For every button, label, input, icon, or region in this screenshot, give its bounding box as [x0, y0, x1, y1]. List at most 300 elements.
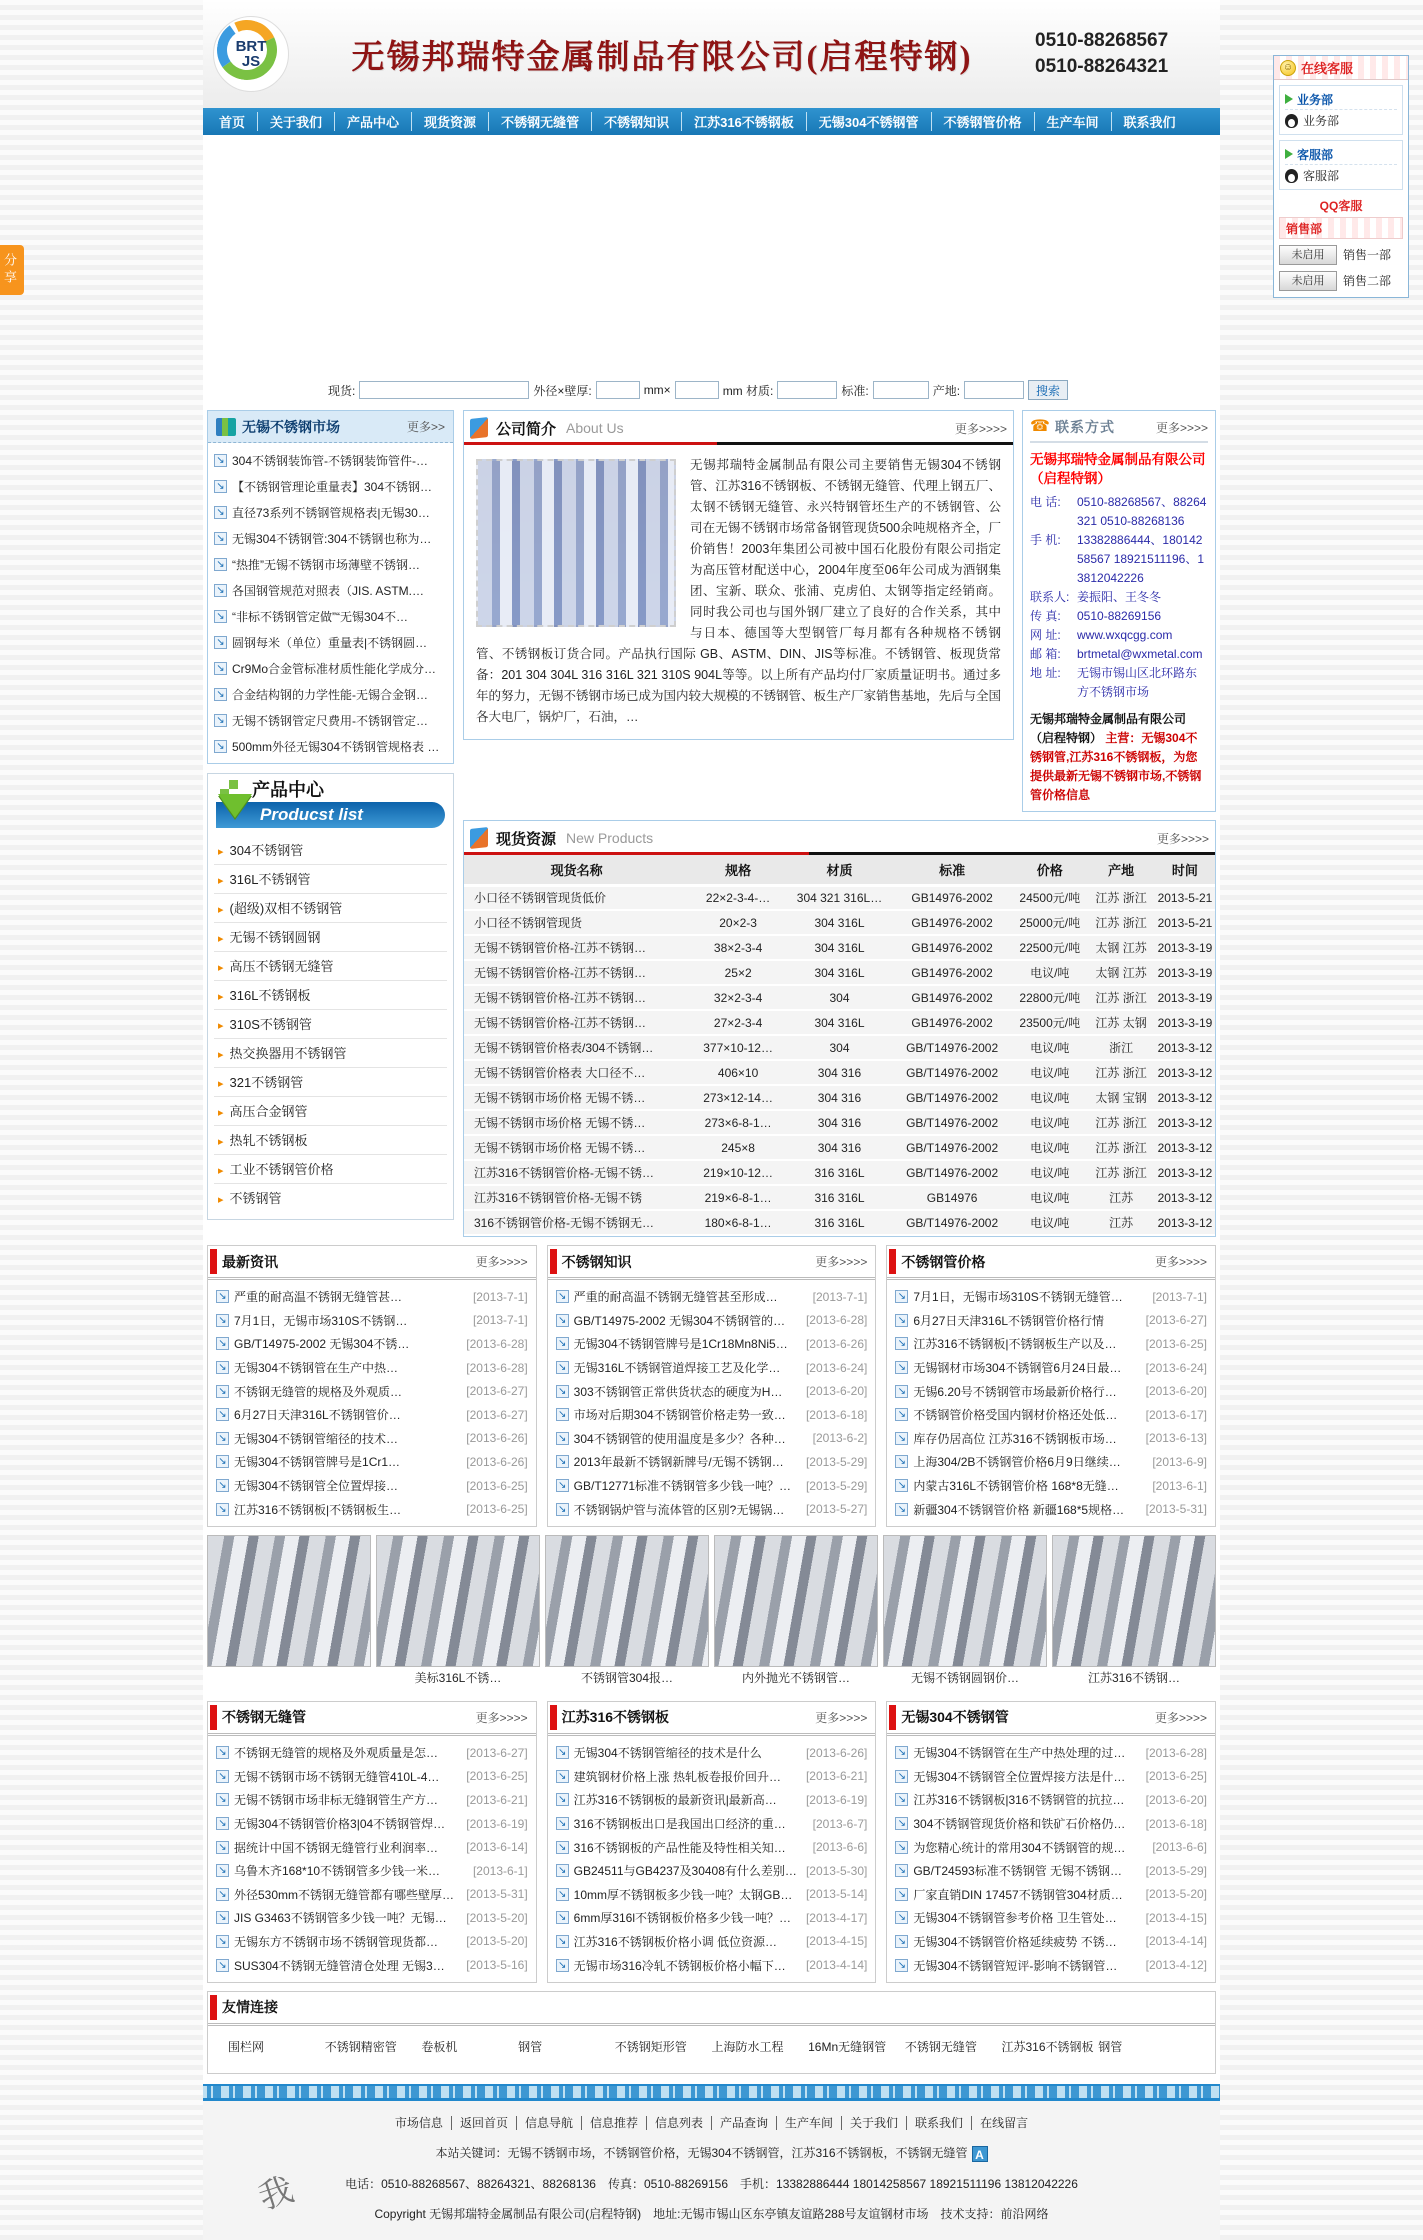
cell-standard: GB14976-2002 — [892, 960, 1012, 985]
cell-price: 22500元/吨 — [1012, 935, 1087, 960]
search-label-spot: 现货: — [328, 383, 356, 398]
orange-arrow-icon: ▸ — [218, 933, 224, 945]
friend-link[interactable]: 围栏网 — [228, 2039, 265, 2054]
contact-summary: 无锡邦瑞特金属制品有限公司（启程特钢） 主营：无锡304不锈钢管,江苏316不锈钢板，为您提供最新无锡不锈钢市场,不锈钢管价格信息 — [1030, 712, 1202, 802]
cell-standard: GB14976-2002 — [892, 1010, 1012, 1035]
arrow-box-icon: ↘ — [216, 1841, 229, 1854]
news-item[interactable]: ↘ 无锡304不锈钢管在生产中热处理的过… [2013-6-28] — [895, 1741, 1207, 1765]
arrow-box-icon: ↘ — [895, 1455, 908, 1468]
news-item[interactable]: ↘ 无锡304不锈钢管牌号是1Cr18Mn8Ni5… [2013-6-26] — [556, 1332, 868, 1356]
market-list-item[interactable]: ↘ Cr9Mo合金管标准材质性能化学成分… — [214, 655, 447, 681]
market-list-item[interactable]: ↘ 各国钢管规范对照表（JIS. ASTM.… — [214, 577, 447, 603]
gallery-item[interactable] — [545, 1535, 709, 1689]
arrow-box-icon: ↘ — [556, 1770, 569, 1783]
origin-input[interactable] — [964, 381, 1024, 399]
cell-material: 304 316L — [787, 935, 892, 960]
gallery-item[interactable] — [376, 1535, 540, 1689]
news-item[interactable]: ↘ GB/T12771标准不锈钢管多少钱一吨？… [2013-5-29] — [556, 1474, 868, 1498]
cell-origin: 江苏 太钢 — [1087, 1010, 1155, 1035]
cell-name: 无锡不锈钢管价格-江苏不锈钢… — [464, 1010, 689, 1035]
cell-standard: GB/T14976-2002 — [892, 1110, 1012, 1135]
footer-nav-link[interactable]: 联系我们 — [906, 2116, 971, 2130]
product-category-item[interactable]: ▸ 高压合金钢管 — [214, 1097, 447, 1126]
stock-table-row[interactable] — [464, 1010, 1215, 1035]
friend-link[interactable]: 钢管 — [518, 2039, 543, 2054]
stock-table-row[interactable] — [464, 960, 1215, 985]
news-box-header — [548, 1246, 876, 1280]
arrow-box-icon: ↘ — [216, 1793, 229, 1806]
stock-table-row[interactable] — [464, 935, 1215, 960]
news-box-latest — [207, 1245, 537, 1527]
news-item[interactable]: ↘ 新疆304不锈钢管价格 新疆168*5规格… [2013-5-31] — [895, 1497, 1207, 1521]
cell-origin: 江苏 浙江 — [1087, 1110, 1155, 1135]
news-item[interactable]: ↘ 无锡304不锈钢管价格延续疲势 不锈… [2013-4-14] — [895, 1930, 1207, 1954]
product-category-item[interactable]: ▸ 热交换器用不锈钢管 — [214, 1039, 447, 1068]
news-item[interactable]: ↘ 无锡304不锈钢管短评-影响不锈钢管… [2013-4-12] — [895, 1953, 1207, 1977]
market-list-item[interactable]: ↘ 直径73系列不锈钢管规格表|无锡30… — [214, 499, 447, 525]
share-tab[interactable]: 分享 — [0, 245, 24, 295]
news-item[interactable]: ↘ 无锡东方不锈钢市场不锈钢管现货都… [2013-5-20] — [216, 1930, 528, 1954]
arrow-box-icon: ↘ — [556, 1864, 569, 1877]
news-box-316-plate — [547, 1701, 877, 1983]
news-more-link[interactable]: 更多>>>> — [815, 1255, 868, 1269]
news-item[interactable]: ↘ 乌鲁木齐168*10不锈钢管多少钱一米… [2013-6-1] — [216, 1859, 528, 1883]
gallery-item[interactable] — [1052, 1535, 1216, 1689]
news-item[interactable]: ↘ 7月1日，无锡市场310S不锈钢… [2013-7-1] — [216, 1309, 528, 1333]
cell-time: 2013-3-12 — [1155, 1185, 1215, 1210]
orange-arrow-icon: ▸ — [218, 1020, 224, 1032]
news-item[interactable]: ↘ 无锡304不锈钢管价格3|04不锈钢管焊… [2013-6-19] — [216, 1812, 528, 1836]
arrow-box-icon: ↘ — [895, 1864, 908, 1877]
cell-spec: 22×2-3-4-… — [689, 885, 787, 910]
cell-spec: 273×12-14… — [689, 1085, 787, 1110]
company-photo — [476, 459, 676, 627]
news-item[interactable]: ↘ 外径530mm不锈钢无缝管都有哪些壁厚… [2013-5-31] — [216, 1883, 528, 1907]
cell-origin: 江苏 浙江 — [1087, 985, 1155, 1010]
arrow-box-icon: ↘ — [556, 1455, 569, 1468]
cell-name: 无锡不锈钢管价格表 大口径不… — [464, 1060, 689, 1085]
stock-title: 现货资源 — [496, 830, 557, 848]
product-category-item[interactable]: ▸ 工业不锈钢管价格 — [214, 1155, 447, 1184]
standard-input[interactable] — [873, 381, 929, 399]
online-service-title: 在线客服 — [1301, 61, 1354, 76]
company-intro-subtitle: About Us — [566, 420, 624, 436]
contact-row-label: 地 址: — [1030, 666, 1061, 680]
contact-title: 联系方式 — [1055, 419, 1115, 435]
nav-item[interactable]: 不锈钢知识 — [591, 112, 681, 131]
cell-standard: GB/T14976-2002 — [892, 1160, 1012, 1185]
arrow-box-icon: ↘ — [216, 1888, 229, 1901]
nav-item[interactable]: 生产车间 — [1034, 112, 1111, 131]
news-item[interactable]: ↘ 无锡304不锈钢管牌号是1Cr1… [2013-6-26] — [216, 1450, 528, 1474]
arrow-box-icon: ↘ — [556, 1959, 569, 1972]
product-category-item[interactable]: ▸ 316L不锈钢板 — [214, 981, 447, 1010]
news-item[interactable]: ↘ 6月27日天津316L不锈钢管价格行情 [2013-6-27] — [895, 1309, 1207, 1333]
arrow-box-icon: ↘ — [556, 1361, 569, 1374]
header-phone-2: 0510-88264321 — [1035, 56, 1169, 77]
contact-more-link[interactable]: 更多>>>> — [1155, 420, 1208, 435]
qq-disabled-button[interactable]: 未启用 — [1279, 245, 1337, 265]
market-box-title: 无锡不锈钢市场 — [242, 418, 340, 435]
friend-links-box — [207, 1991, 1216, 2074]
news-item[interactable]: ↘ GB/T24593标准不锈钢管 无锡不锈钢… [2013-5-29] — [895, 1859, 1207, 1883]
news-more-link[interactable]: 更多>>>> — [1154, 1710, 1208, 1725]
stock-table-row[interactable] — [464, 1210, 1215, 1235]
sales-contact-row — [1279, 271, 1403, 291]
contact-row-label: 电 话: — [1030, 495, 1061, 509]
cube-icon — [470, 417, 488, 439]
cell-origin: 江苏 浙江 — [1087, 1060, 1155, 1085]
cell-standard: GB/T14976-2002 — [892, 1210, 1012, 1235]
nav-item[interactable]: 现货资源 — [411, 112, 488, 131]
stock-table-row[interactable] — [464, 1135, 1215, 1160]
arrow-box-icon: ↘ — [216, 1385, 229, 1398]
stock-more-link[interactable]: 更多>>>> — [1156, 831, 1209, 846]
news-item[interactable]: ↘ GB/T14975-2002 无锡304不锈… [2013-6-28] — [216, 1332, 528, 1356]
cell-price: 22800元/吨 — [1012, 985, 1087, 1010]
contact-row-value: www.wxqcgg.com — [1077, 628, 1173, 642]
arrow-box-icon: ↘ — [216, 1864, 229, 1877]
col-header-spec: 规格 — [689, 855, 787, 885]
phone-icon: ☎ — [1030, 418, 1050, 435]
footer-nav-link[interactable]: 信息列表 — [646, 2116, 711, 2130]
market-list-item[interactable]: ↘ 304不锈钢装饰管-不锈钢装饰管件-… — [214, 447, 447, 473]
contact-row — [1030, 645, 1208, 664]
friend-link[interactable]: 上海防水工程 — [711, 2039, 784, 2054]
footer-nav-link[interactable]: 市场信息 — [394, 2115, 443, 2130]
qq-penguin-icon — [1285, 114, 1298, 128]
news-item[interactable]: ↘ 据统计中国不锈钢无缝管行业利润率… [2013-6-14] — [216, 1835, 528, 1859]
stock-table-row[interactable] — [464, 985, 1215, 1010]
online-service-panel — [1273, 55, 1409, 298]
product-category-item[interactable]: ▸ 热轧不锈钢板 — [214, 1126, 447, 1155]
footer-nav-link[interactable]: 信息推荐 — [581, 2116, 646, 2130]
qq-contact-item[interactable]: 客服部 — [1285, 164, 1397, 186]
qq-disabled-button[interactable]: 未启用 — [1279, 271, 1337, 291]
product-center-header — [208, 774, 453, 836]
cell-spec: 273×6-8-1… — [689, 1110, 787, 1135]
gallery-item[interactable] — [207, 1535, 371, 1689]
cell-standard: GB/T14976-2002 — [892, 1035, 1012, 1060]
news-item[interactable]: ↘ 6mm厚316l不锈钢板价格多少钱一吨？… [2013-4-17] — [556, 1906, 868, 1930]
market-list-item[interactable]: ↘ 圆钢每米（单位）重量表|不锈钢圆… — [214, 629, 447, 655]
news-more-link[interactable]: 更多>>>> — [475, 1710, 528, 1725]
search-button[interactable]: 搜索 — [1028, 380, 1068, 400]
gallery-item[interactable] — [883, 1535, 1047, 1689]
arrow-box-icon: ↘ — [214, 480, 227, 493]
cell-standard: GB14976-2002 — [892, 910, 1012, 935]
nav-item[interactable]: 关于我们 — [257, 112, 334, 131]
cell-origin: 江苏 — [1087, 1210, 1155, 1235]
news-item[interactable]: ↘ 2013年最新不锈钢新牌号/无锡不锈钢… [2013-5-29] — [556, 1450, 868, 1474]
stock-table-header-row — [464, 855, 1215, 885]
stock-table — [464, 855, 1215, 1236]
news-item[interactable]: ↘ 为您精心统计的常用304不锈钢管的规… [2013-6-6] — [895, 1835, 1207, 1859]
arrow-box-icon: ↘ — [556, 1385, 569, 1398]
arrow-box-icon: ↘ — [895, 1888, 908, 1901]
cube-icon — [470, 827, 488, 849]
cell-spec: 25×2 — [689, 960, 787, 985]
sales-dept-title: 销售部 — [1279, 217, 1403, 239]
contact-row-label: 网 址: — [1030, 628, 1061, 642]
cell-price: 电议/吨 — [1012, 1185, 1087, 1210]
product-category-item[interactable]: ▸ 310S不锈钢管 — [214, 1010, 447, 1039]
market-list-item[interactable]: ↘ “非标不锈钢管定做”“无锡304不… — [214, 603, 447, 629]
gallery-caption: 不锈钢管304报… — [580, 1670, 674, 1685]
cell-material: 304 316L — [787, 1010, 892, 1035]
site-header — [203, 0, 1220, 108]
cell-time: 2013-3-12 — [1155, 1135, 1215, 1160]
orange-arrow-icon: ▸ — [218, 904, 224, 916]
outer-diameter-input[interactable] — [596, 381, 640, 399]
company-intro-title: 公司简介 — [496, 420, 557, 438]
news-item[interactable]: ↘ 316不锈钢板的产品性能及特性相关知… [2013-6-6] — [556, 1835, 868, 1859]
product-category-item[interactable]: ▸ 高压不锈钢无缝管 — [214, 952, 447, 981]
cell-price: 电议/吨 — [1012, 1060, 1087, 1085]
cell-material: 304 — [787, 985, 892, 1010]
news-box-title: 不锈钢无缝管 — [222, 1709, 306, 1726]
news-item[interactable]: ↘ 无锡304不锈钢管全位置焊接方法是什… [2013-6-25] — [895, 1765, 1207, 1789]
arrow-box-icon: ↘ — [895, 1290, 908, 1303]
news-item[interactable]: ↘ 无锡304不锈钢管缩径的技术是什么 [2013-6-26] — [556, 1741, 868, 1765]
arrow-box-icon: ↘ — [556, 1408, 569, 1421]
news-more-link[interactable]: 更多>>>> — [1154, 1255, 1208, 1269]
nav-item[interactable]: 江苏316不锈钢板 — [681, 112, 806, 131]
product-category-item[interactable]: ▸ 321不锈钢管 — [214, 1068, 447, 1097]
stock-table-row[interactable] — [464, 1035, 1215, 1060]
nav-item[interactable]: 不锈钢无缝管 — [488, 112, 591, 131]
cell-material: 304 316 — [787, 1085, 892, 1110]
contact-row — [1030, 626, 1208, 645]
cell-price: 25000元/吨 — [1012, 910, 1087, 935]
product-category-item[interactable]: ▸ 无锡不锈钢圆钢 — [214, 923, 447, 952]
market-list-item[interactable]: ↘ 【不锈钢管理论重量表】304不锈钢… — [214, 473, 447, 499]
cell-name: 316不锈钢管价格-无锡不锈钢无… — [464, 1210, 689, 1235]
cell-time: 2013-3-19 — [1155, 960, 1215, 985]
market-news-box — [207, 410, 454, 764]
news-item[interactable]: ↘ 江苏316不锈钢板|不锈钢板生产以及… [2013-6-25] — [895, 1332, 1207, 1356]
stock-table-row[interactable] — [464, 1160, 1215, 1185]
cell-time: 2013-3-19 — [1155, 1010, 1215, 1035]
news-item[interactable]: ↘ 内蒙古316L不锈钢管价格 168*8无缝… [2013-6-1] — [895, 1474, 1207, 1498]
market-list-item[interactable]: ↘ 无锡不锈钢管定尺费用-不锈钢管定… — [214, 707, 447, 733]
contact-row-label: 传 真: — [1030, 609, 1061, 623]
company-intro-more-link[interactable]: 更多>>>> — [954, 421, 1007, 436]
friend-link[interactable]: 不锈钢精密管 — [324, 2039, 397, 2054]
news-item[interactable]: ↘ 严重的耐高温不锈钢无缝管甚… [2013-7-1] — [216, 1285, 528, 1309]
arrow-box-icon: ↘ — [214, 506, 227, 519]
search-label-od: 外径×壁厚: — [533, 383, 592, 398]
market-more-link[interactable]: 更多>> — [406, 420, 445, 434]
footer-keywords: 本站关键词：无锡不锈钢市场，不锈钢管价格，无锡304不锈钢管，江苏316不锈钢板，不锈钢无缝管 A — [203, 2144, 1220, 2162]
sales-dept-label: 销售二部 — [1343, 274, 1392, 288]
orange-arrow-icon: ▸ — [218, 1194, 224, 1206]
stock-table-row[interactable] — [464, 1185, 1215, 1210]
orange-arrow-icon: ▸ — [218, 1136, 224, 1148]
banner-area — [203, 135, 1220, 375]
friend-link[interactable]: 不锈钢矩形管 — [614, 2039, 687, 2054]
stock-subtitle: New Products — [566, 830, 654, 846]
stock-table-row[interactable] — [464, 1110, 1215, 1135]
contact-row-label: 联系人: — [1030, 590, 1070, 604]
wall-thickness-input[interactable] — [675, 381, 719, 399]
nav-item[interactable]: 无锡304不锈钢管 — [806, 112, 931, 131]
market-list-item[interactable]: ↘ 500mm外径无锡304不锈钢管规格表 … — [214, 733, 447, 759]
cell-price: 电议/吨 — [1012, 1160, 1087, 1185]
news-item[interactable]: ↘ 316不锈钢板出口是我国出口经济的重… [2013-6-7] — [556, 1812, 868, 1836]
news-item[interactable]: ↘ 江苏316不锈钢板价格小调 低位资源… [2013-4-15] — [556, 1930, 868, 1954]
smiley-icon: ☺ — [1280, 60, 1296, 76]
news-item[interactable]: ↘ 7月1日，无锡市场310S不锈钢无缝管… [2013-7-1] — [895, 1285, 1207, 1309]
news-item[interactable]: ↘ 厂家直销DIN 17457不锈钢管304材质… [2013-5-20] — [895, 1883, 1207, 1907]
arrow-box-icon: ↘ — [895, 1503, 908, 1516]
news-item[interactable]: ↘ 无锡6.20号不锈钢管市场最新价格行… [2013-6-20] — [895, 1379, 1207, 1403]
news-box-seamless — [207, 1701, 537, 1983]
news-item[interactable]: ↘ 江苏316不锈钢板的最新资讯|最新高… [2013-6-19] — [556, 1788, 868, 1812]
nav-item[interactable]: 产品中心 — [334, 112, 411, 131]
service-group-business — [1279, 85, 1403, 135]
gallery-image — [883, 1535, 1047, 1667]
news-item[interactable]: ↘ 304不锈钢管的使用温度是多少？各种… [2013-6-2] — [556, 1427, 868, 1451]
product-category-item[interactable]: ▸ (超级)双相不锈钢管 — [214, 894, 447, 923]
news-item[interactable]: ↘ 303不锈钢管正常供货状态的硬度为H… [2013-6-20] — [556, 1379, 868, 1403]
gallery-item[interactable] — [714, 1535, 878, 1689]
nav-item[interactable]: 首页 — [219, 115, 246, 130]
main-nav — [203, 108, 1220, 135]
cell-standard: GB14976-2002 — [892, 935, 1012, 960]
news-item[interactable]: ↘ GB24511与GB4237及30408有什么差别… [2013-5-30] — [556, 1859, 868, 1883]
orange-arrow-icon: ▸ — [218, 846, 224, 858]
friend-link[interactable]: 钢管 — [1098, 2039, 1123, 2054]
stock-table-row[interactable] — [464, 885, 1215, 910]
footer-copyright: Copyright 无锡邦瑞特金属制品有限公司(启程特钢) 地址:无锡市锡山区东亭镇友谊路288号友谊钢材市场 技术支持：前沿网络 — [374, 2206, 1049, 2221]
news-item[interactable]: ↘ JIS G3463不锈钢管多少钱一吨？无锡… [2013-5-20] — [216, 1906, 528, 1930]
news-item[interactable]: ↘ 江苏316不锈钢板|316不锈钢管的抗拉… [2013-6-20] — [895, 1788, 1207, 1812]
cell-spec: 27×2-3-4 — [689, 1010, 787, 1035]
cell-origin: 江苏 — [1087, 1185, 1155, 1210]
product-category-item[interactable]: ▸ 不锈钢管 — [218, 1191, 282, 1206]
news-item[interactable]: ↘ 无锡316L不锈钢管道焊接工艺及化学… [2013-6-24] — [556, 1356, 868, 1380]
nav-item[interactable]: 不锈钢管价格 — [931, 112, 1034, 131]
arrow-box-icon: ↘ — [214, 714, 227, 727]
friend-link[interactable]: 不锈钢无缝管 — [904, 2039, 977, 2054]
news-item[interactable]: ↘ 建筑钢材价格上涨 热轧板卷报价回升… [2013-6-21] — [556, 1765, 868, 1789]
nav-item[interactable]: 联系我们 — [1111, 112, 1188, 131]
news-more-link[interactable]: 更多>>>> — [475, 1255, 528, 1269]
news-box-title: 不锈钢知识 — [561, 1253, 632, 1270]
friend-link[interactable]: 卷板机 — [421, 2039, 458, 2054]
footer-nav-link[interactable]: 在线留言 — [971, 2116, 1036, 2130]
news-box-header — [887, 1246, 1215, 1280]
news-item[interactable]: ↘ 不锈钢锅炉管与流体管的区别?无锡锅… [2013-5-27] — [556, 1497, 868, 1521]
news-item[interactable]: ↘ 严重的耐高温不锈钢无缝管甚至形成… [2013-7-1] — [556, 1285, 868, 1309]
a-badge-icon[interactable]: A — [972, 2146, 988, 2162]
news-row-2 — [203, 1693, 1220, 1983]
friend-link[interactable]: 江苏316不锈钢板 — [1001, 2039, 1094, 2054]
cell-name: 无锡不锈钢市场价格 无锡不锈… — [464, 1085, 689, 1110]
arrow-box-icon: ↘ — [216, 1314, 229, 1327]
footer-nav-link[interactable]: 信息导航 — [516, 2116, 581, 2130]
market-list-item[interactable]: ↘ 合金结构钢的力学性能-无锡合金钢… — [214, 681, 447, 707]
news-item[interactable]: ↘ 不锈钢无缝管的规格及外观质… [2013-6-27] — [216, 1379, 528, 1403]
header-phones — [1035, 28, 1210, 80]
news-item[interactable]: ↘ 无锡钢材市场304不锈钢管6月24日最… [2013-6-24] — [895, 1356, 1207, 1380]
product-category-item[interactable]: ▸ 316L不锈钢管 — [214, 865, 447, 894]
news-item[interactable]: ↘ SUS304不锈钢无缝管清仓处理 无锡3… [2013-5-16] — [216, 1953, 528, 1977]
friend-link[interactable]: 16Mn无缝钢管 — [808, 2039, 887, 2054]
stock-table-row[interactable] — [464, 1085, 1215, 1110]
footer-nav-link[interactable]: 产品查询 — [711, 2116, 776, 2130]
arrow-box-icon: ↘ — [556, 1911, 569, 1924]
arrow-box-icon: ↘ — [216, 1432, 229, 1445]
arrow-box-icon: ↘ — [216, 1361, 229, 1374]
gallery-image — [1052, 1535, 1216, 1667]
arrow-box-icon: ↘ — [216, 1959, 229, 1972]
news-item[interactable]: ↘ 上海304/2B不锈钢管价格6月9日继续… [2013-6-9] — [895, 1450, 1207, 1474]
cell-spec: 377×10-12… — [689, 1035, 787, 1060]
arrow-box-icon: ↘ — [556, 1935, 569, 1948]
search-label-standard: 标准: — [841, 383, 869, 398]
contact-company-name: 无锡邦瑞特金属制品有限公司（启程特钢） — [1030, 452, 1206, 486]
news-item[interactable]: ↘ 无锡304不锈钢管缩径的技术… [2013-6-26] — [216, 1427, 528, 1451]
footer-nav — [203, 2114, 1220, 2131]
col-header-time: 时间 — [1155, 855, 1215, 885]
news-item[interactable]: ↘ 无锡304不锈钢管在生产中热… [2013-6-28] — [216, 1356, 528, 1380]
spot-name-input[interactable] — [359, 381, 529, 399]
arrow-box-icon: ↘ — [895, 1841, 908, 1854]
footer-nav-link[interactable]: 返回首页 — [451, 2116, 516, 2130]
news-item[interactable]: ↘ GB/T14975-2002 无锡304不锈钢管的… [2013-6-28] — [556, 1309, 868, 1333]
news-item[interactable]: ↘ 库存仍居高位 江苏316不锈钢板市场… [2013-6-13] — [895, 1427, 1207, 1451]
product-category-item[interactable]: ▸ 304不锈钢管 — [214, 836, 447, 865]
arrow-box-icon: ↘ — [556, 1888, 569, 1901]
cell-standard: GB/T14976-2002 — [892, 1135, 1012, 1160]
news-item[interactable]: ↘ 无锡不锈钢市场非标无缝钢管生产方… [2013-6-21] — [216, 1788, 528, 1812]
news-item[interactable]: ↘ 无锡304不锈钢管参考价格 卫生管处… [2013-4-15] — [895, 1906, 1207, 1930]
news-item[interactable]: ↘ 不锈钢管价格受国内钢材价格还处低… [2013-6-17] — [895, 1403, 1207, 1427]
group-title: 业务部 — [1285, 89, 1397, 109]
stock-table-row[interactable] — [464, 1060, 1215, 1085]
stock-table-row[interactable] — [464, 910, 1215, 935]
news-box-header — [208, 1702, 536, 1736]
news-item[interactable]: ↘ 无锡不锈钢市场不锈钢无缝管410L-4… [2013-6-25] — [216, 1765, 528, 1789]
news-item[interactable]: ↘ 304不锈钢管现货价格和铁矿石价格仍… [2013-6-18] — [895, 1812, 1207, 1836]
arrow-box-icon: ↘ — [214, 688, 227, 701]
material-input[interactable] — [777, 381, 837, 399]
qq-contact-item[interactable]: 业务部 — [1285, 109, 1397, 131]
cell-spec: 32×2-3-4 — [689, 985, 787, 1010]
news-item[interactable]: ↘ 江苏316不锈钢板|不锈钢板生… [2013-6-25] — [216, 1497, 528, 1521]
news-more-link[interactable]: 更多>>>> — [815, 1710, 868, 1725]
company-intro-text: 无锡邦瑞特金属制品有限公司主要销售无锡304不锈钢管、江苏316不锈钢板、不锈钢无缝管、代理上钢五厂、太钢不锈钢无缝管、永兴特钢管坯生产的不锈钢管、公司在无锡不锈钢市场常备钢管现货500余吨规格齐全，厂价销售！2003年集团公司被中国石化股份有限公司指定为高压管材配送中心，2004年度至06年公司成为酒钢集团、宝新、联众、张浦、克虏伯、太钢等指定经销商。同时我公司也与国外钢厂建立了良好的合作关系，其中与日本、德国等大型钢管厂每月都有各种规格不锈钢管、不锈钢板订货合同。产品执行国际 GB、ASTM、DIN、JIS等标准。不锈钢管、板现货常备：201 304 304L 316 316L 321 310S 904L等等。以上所有产品均付厂家质量证明书。通过多年的努力，无锡不锈钢市场已成为国内较大规模的不锈钢管、板生产厂家销售基地，先后与全国各大电厂，锅炉厂，石油，… — [476, 458, 1002, 724]
arrow-box-icon: ↘ — [216, 1408, 229, 1421]
news-item[interactable]: ↘ 无锡304不锈钢管全位置焊接… [2013-6-25] — [216, 1474, 528, 1498]
col-header-origin: 产地 — [1087, 855, 1155, 885]
news-item[interactable]: ↘ 10mm厚不锈钢板多少钱一吨？太钢GB… [2013-5-14] — [556, 1883, 868, 1907]
arrow-box-icon: ↘ — [214, 558, 227, 571]
news-item[interactable]: ↘ 6月27日天津316L不锈钢管价… [2013-6-27] — [216, 1403, 528, 1427]
market-list-item[interactable]: ↘ “热推”无锡不锈钢市场薄壁不锈钢… — [214, 551, 447, 577]
arrow-box-icon: ↘ — [895, 1361, 908, 1374]
footer-nav-link[interactable]: 关于我们 — [841, 2116, 906, 2130]
news-item[interactable]: ↘ 不锈钢无缝管的规格及外观质量是怎… [2013-6-27] — [216, 1741, 528, 1765]
news-item[interactable]: ↘ 市场对后期304不锈钢管价格走势一致… [2013-6-18] — [556, 1403, 868, 1427]
news-item[interactable]: ↘ 无锡市场316冷轧不锈钢板价格小幅下… [2013-4-14] — [556, 1953, 868, 1977]
books-icon — [216, 418, 236, 436]
product-list-subtitle: Producst list — [260, 805, 363, 824]
market-list-item[interactable]: ↘ 无锡304不锈钢管:304不锈钢也称为… — [214, 525, 447, 551]
footer-nav-link[interactable]: 生产车间 — [776, 2116, 841, 2130]
